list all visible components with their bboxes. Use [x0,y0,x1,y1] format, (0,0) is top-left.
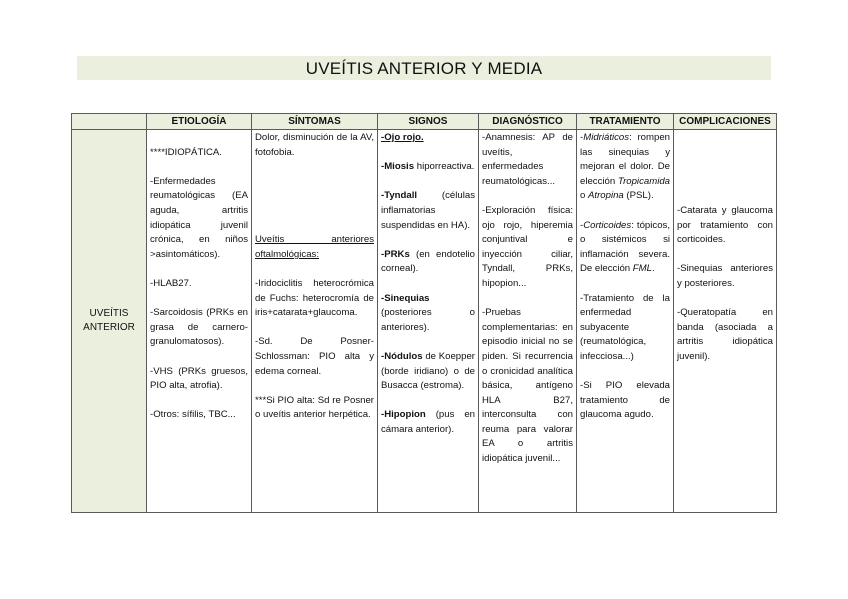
signos-miosis-text: hiporreactiva. [414,161,475,173]
tratamiento-midriaticos: -Midriáticos: rompen las sinequias y mejoran el dolor. De elección Tropicamida o Atropina (PSL). [580,132,670,202]
tratamiento-cell [577,130,674,513]
sintomas-dolor: Dolor, disminución de la AV, fotofobia. [255,132,374,158]
signos-prks-text: (en endotelio corneal). [381,248,475,275]
sintomas-posner: -Sd. De Posner-Schlossman: PIO alta y edema corneal. [255,336,374,377]
etiologia-otros: -Otros: sífilis, TBC... [150,409,236,421]
signos-hipopion-text: (pus en cámara anterior). [381,409,475,435]
signos-miosis-label: -Miosis [381,161,415,173]
header-etiologia: ETIOLOGÍA [147,114,252,130]
etiologia-vhs: -VHS (PRKs gruesos, PIO alta, atrofia). [150,365,248,392]
signos-tyndall-label: -Tyndall [381,190,418,202]
row-label-line2: ANTERIOR [83,321,135,333]
etiologia-sarcoidosis: -Sarcoidosis (PRKs en grasa de carnero-granulomatosos). [150,307,248,348]
signos-sinequias [381,292,475,336]
header-complicaciones: COMPLICACIONES [674,114,777,130]
header-diagnostico: DIAGNÓSTICO [479,114,577,130]
signos-nodulos [381,350,475,394]
tratamiento-pio: -Si PIO elevada tratamiento de glaucoma agudo. [580,380,670,421]
header-signos: SIGNOS [378,114,479,130]
etiologia-reumatologicas: -Enfermedades reumatológicas (EA aguda, artritis idiopática juvenil crónica, en niños >asintomáticos). [150,175,248,260]
diagnostico-cell [479,130,577,513]
header-blank [72,114,147,130]
sintomas-pio-alta: ***Si PIO alta: Sd re Posner o uveítis anterior herpética. [255,394,374,421]
signos-hipopion-label: -Hipopion [381,409,426,421]
signos-prks [381,248,475,277]
tratamiento-corticoides: -Corticoides: tópicos, o sistémicos si inflamación severa. De elección FML. [580,219,670,275]
uveitis-table [71,113,777,513]
signos-ojo-rojo: -Ojo rojo. [381,132,424,143]
tratamiento-fml: FML [632,263,652,275]
header-row [72,114,777,130]
tratamiento-midriaticos-label: Midriáticos [583,132,630,143]
diagnostico-anamnesis: -Anamnesis: AP de uveítis, enfermedades reumatológicas... [482,132,573,187]
tratamiento-corticoides-text: : tópicos, o sistémicos si inflamación severa. De elección [580,219,670,275]
signos-prks-label: -PRKs [381,248,410,260]
sintomas-oftalmo-heading: Uveítis anteriores oftalmológicas: [255,234,374,260]
row-label-line1: UVEÍTIS [89,307,129,319]
signos-cell [378,130,479,513]
sintomas-iridociclitis: -Iridociclitis heterocrómica de Fuchs: heterocromía de iris+catarata+glaucoma. [255,277,374,319]
diagnostico-pruebas: -Pruebas complementarias: en episodio inicial no se piden. Si recurrencia o cronicidad analítica básica, antígeno HLA B27, interconsulta con reuma para valorar EA o artritis idiopática juvenil... [482,307,573,465]
signos-miosis [381,160,475,175]
signos-sinequias-text: (posteriores o anteriores). [381,307,475,333]
complicaciones-cell [674,130,777,513]
header-sintomas: SÍNTOMAS [252,114,378,130]
tratamiento-atropina: Atropina [588,190,624,202]
diagnostico-exploracion: -Exploración física: ojo rojo, hiperemia conjuntival e inyección ciliar, Tyndall, PRKs, hipopion... [482,204,573,289]
tratamiento-midriaticos-text: : rompen las sinequias y mejoran el dolor. De elección [580,132,670,187]
header-tratamiento: TRATAMIENTO [577,114,674,130]
page-title: UVEÍTIS ANTERIOR Y MEDIA [77,56,771,80]
etiologia-hlab27: -HLAB27. [150,277,192,289]
table-row [72,130,777,513]
etiologia-idiopatica: ****IDIOPÁTICA. [150,146,222,158]
sintomas-cell [252,130,378,513]
etiologia-cell [147,130,252,513]
signos-hipopion [381,408,475,437]
signos-sinequias-label: -Sinequias [381,292,430,304]
complicaciones-queratopatia: -Queratopatía en banda (asociada a artritis idiopática juvenil). [677,307,773,362]
complicaciones-catarata: -Catarata y glaucoma por tratamiento con corticoides. [677,205,773,246]
signos-tyndall-text: (células inflamatorias suspendidas en HA). [381,190,475,231]
tratamiento-psl: (PSL). [623,190,654,202]
tratamiento-o: o [580,190,589,202]
tratamiento-corticoides-label: Corticoides [583,219,632,231]
complicaciones-sinequias: -Sinequias anteriores y posteriores. [677,263,773,289]
signos-nodulos-text: de Koepper (borde iridiano) o de Busacca (estroma). [381,350,475,392]
tratamiento-enfermedad: -Tratamiento de la enfermedad subyacente (reumatológica, infecciosa...) [580,292,670,362]
signos-nodulos-label: -Nódulos [381,350,423,362]
tratamiento-tropicamida: Tropicamida [617,175,670,187]
row-label [72,130,147,513]
signos-tyndall [381,189,475,233]
